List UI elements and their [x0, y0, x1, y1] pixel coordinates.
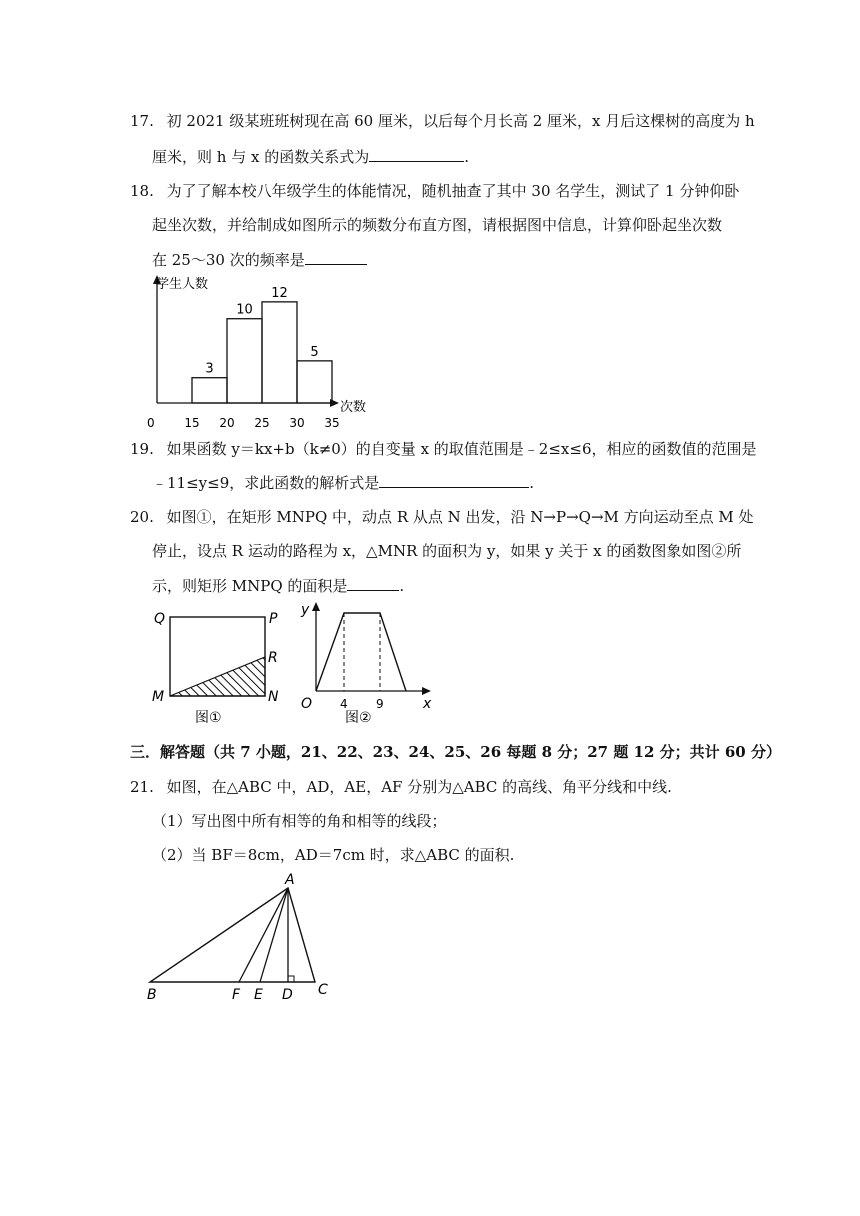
point-p-label: P	[269, 611, 278, 627]
q18-text-1: 为了了解本校八年级学生的体能情况，随机抽查了其中 30 名学生，测试了 1 分钟仰卧	[166, 182, 740, 200]
point-n-label: N	[268, 689, 279, 705]
point-r-label: R	[268, 650, 278, 666]
histogram-bar	[297, 361, 332, 403]
q19-number: 19.	[130, 440, 154, 458]
q20-text-2: 停止，设点 R 运动的路程为 x，△MNR 的面积为 y，如果 y 关于 x 的函数图象如图②所	[152, 542, 742, 560]
q21-number: 21.	[130, 778, 154, 796]
q18-line3	[152, 248, 367, 271]
function-graph-line	[316, 613, 406, 691]
x-axis-label: x	[423, 696, 432, 712]
histogram-tick-label: 35	[324, 416, 340, 430]
q21-part1-text: （1）写出图中所有相等的角和相等的线段；	[152, 812, 447, 830]
q17-answer-blank[interactable]	[369, 145, 464, 162]
q19-text-1: 如果函数 y＝kx+b（k≠0）的自变量 x 的取值范围是﹣2≤x≤6，相应的函数值的范围是	[166, 440, 757, 458]
point-b-label: B	[147, 987, 157, 1003]
q20-number: 20.	[130, 508, 154, 526]
y-axis-label: y	[301, 602, 310, 618]
histogram-data-label: 5	[310, 344, 319, 360]
histogram-bar	[227, 319, 262, 403]
point-a-label: A	[285, 872, 295, 888]
histogram-data-label: 10	[236, 302, 253, 318]
x-axis-arrow	[422, 687, 431, 695]
point-d-label: D	[282, 987, 293, 1003]
point-m-label: M	[152, 689, 165, 705]
q21-part1	[152, 810, 447, 832]
q20-answer-blank[interactable]	[347, 574, 399, 591]
histogram-chart	[140, 272, 400, 430]
histogram-bar	[262, 302, 297, 403]
q17-text-2: 厘米，则 h 与 x 的函数关系式为	[152, 148, 370, 166]
triangle-abc	[150, 888, 315, 982]
histogram-tick-label: 25	[254, 416, 270, 430]
y-axis-arrow	[312, 602, 320, 611]
q18-answer-blank[interactable]	[305, 248, 367, 265]
q21-text-1: 如图，在△ABC 中，AD，AE，AF 分别为△ABC 的高线、角平分线和中线.	[166, 778, 672, 796]
q18-line1	[130, 180, 739, 202]
q20-figure-2	[295, 600, 445, 725]
right-angle-mark	[288, 976, 294, 982]
triangle-mnr-shaded	[170, 657, 265, 696]
histogram-tick-label: 15	[184, 416, 200, 430]
q21-part2-text: （2）当 BF＝8cm，AD＝7cm 时，求△ABC 的面积.	[152, 846, 515, 864]
q19-end: .	[529, 474, 535, 492]
q21-triangle-figure	[143, 870, 343, 1005]
q17-end: .	[464, 148, 469, 166]
section-3-title: 三．解答题（共 7 小题，21、22、23、24、25、26 每题 8 分；27 题 12 分；共计 60 分）	[130, 743, 781, 761]
median-af	[239, 888, 288, 982]
histogram-y-label: 学生人数	[156, 277, 209, 292]
point-c-label: C	[318, 982, 328, 998]
q18-text-2: 起坐次数，并给制成如图所示的频数分布直方图，请根据图中信息，计算仰卧起坐次数	[152, 216, 723, 234]
figure-2-caption: 图②	[345, 710, 372, 726]
tick-label-4: 4	[340, 697, 348, 711]
histogram-data-label: 12	[271, 285, 288, 301]
histogram-tick-label: 20	[219, 416, 235, 430]
q17-line1	[130, 110, 755, 132]
q21-part2	[152, 844, 514, 866]
origin-label: O	[301, 696, 313, 712]
histogram-bars	[153, 275, 340, 430]
q19-line2	[152, 471, 534, 494]
q20-line1	[130, 506, 754, 528]
q19-answer-blank[interactable]	[379, 471, 529, 488]
point-q-label: Q	[154, 611, 166, 627]
histogram-data-label: 3	[205, 361, 214, 377]
q20-text-3: 示，则矩形 MNPQ 的面积是	[152, 577, 348, 595]
histogram-origin-label: 0	[147, 416, 155, 430]
histogram-tick-label: 30	[289, 416, 305, 430]
q17-number: 17.	[130, 112, 154, 130]
q20-end: .	[399, 577, 405, 595]
section-3-heading	[130, 741, 781, 763]
q19-text-2: ﹣11≤y≤9，求此函数的解析式是	[152, 474, 380, 492]
q20-line2	[152, 540, 741, 562]
histogram-x-label: 次数	[340, 400, 367, 415]
q17-line2	[152, 145, 469, 168]
tick-label-9: 9	[376, 697, 384, 711]
histogram-bar	[192, 378, 227, 403]
q19-line1	[130, 438, 757, 460]
q20-text-1: 如图①，在矩形 MNPQ 中，动点 R 从点 N 出发，沿 N→P→Q→M 方向运动至点 M 处	[166, 508, 754, 526]
point-e-label: E	[254, 987, 263, 1003]
q18-number: 18.	[130, 182, 154, 200]
q20-line3	[152, 574, 404, 597]
q21-line1	[130, 776, 672, 798]
q18-text-3: 在 25～30 次的频率是	[152, 251, 305, 269]
q20-figure-1	[150, 605, 280, 725]
q17-text-1: 初 2021 级某班班树现在高 60 厘米，以后每个月长高 2 厘米，x 月后这棵树的高度为 h	[166, 112, 755, 130]
point-f-label: F	[232, 987, 241, 1003]
q18-line2	[152, 214, 722, 236]
figure-1-caption: 图①	[195, 710, 222, 726]
